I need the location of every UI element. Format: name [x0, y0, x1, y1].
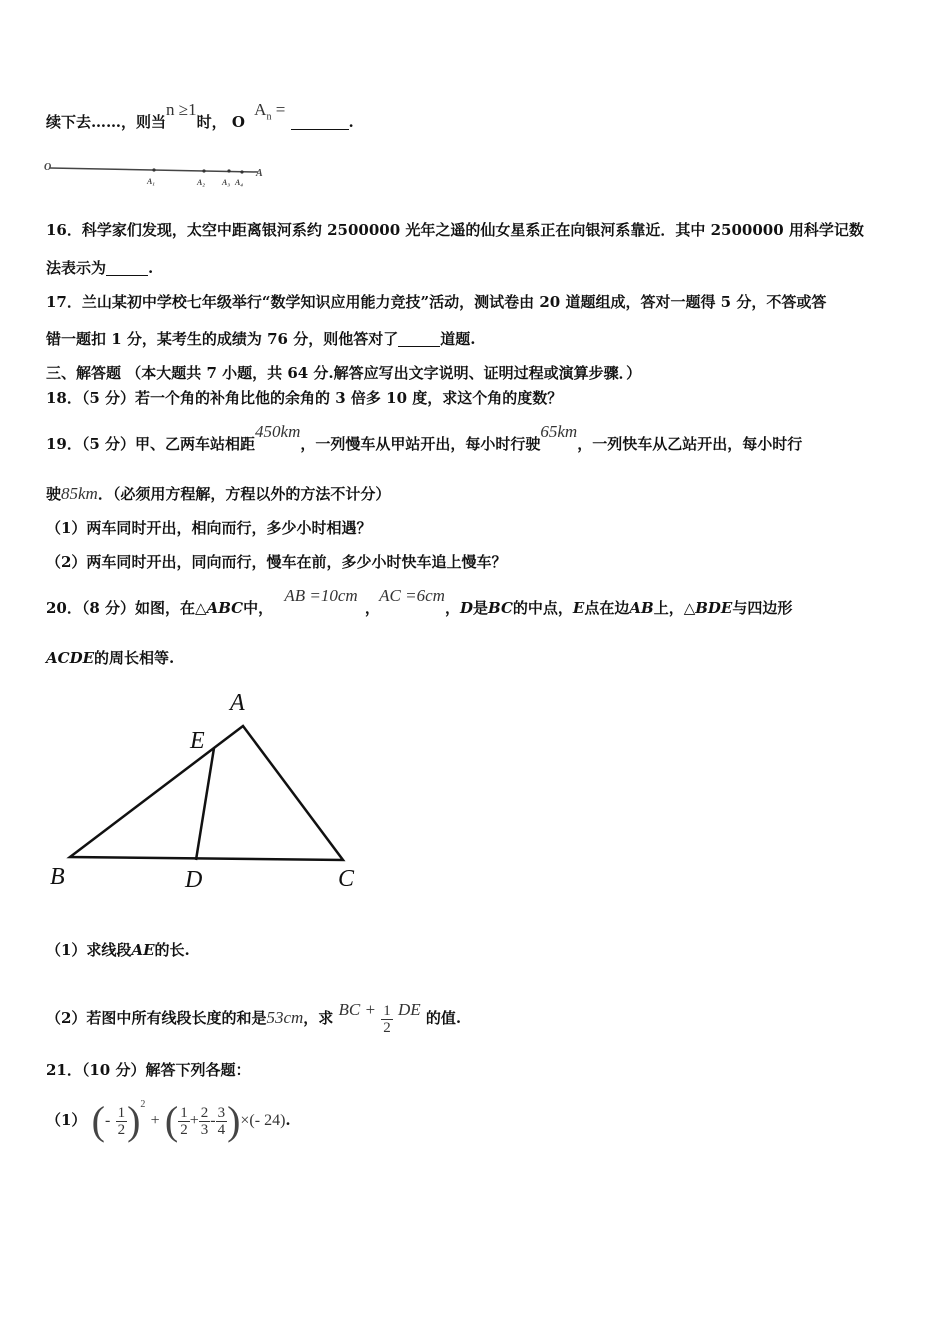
q20-text-9: 的周长相等. [94, 649, 175, 667]
q15-period: . [348, 113, 354, 131]
label-a4: A₄ [235, 178, 244, 187]
q20-half-denominator: 2 [383, 1019, 391, 1036]
q20-sub2-ask: ，求 [303, 1009, 334, 1027]
q15-an-sub: n [266, 111, 272, 123]
q21-rparen-1: ) [127, 1098, 141, 1143]
q21-f4-den: 4 [217, 1121, 226, 1138]
q15-an-letter: A [254, 100, 267, 119]
q15-lead-text: 续下去……，则当 [46, 113, 167, 131]
q16-line1: 16．科学家们发现，太空中距离银河系约 2500000 光年之遥的仙女星系正在向银河系靠近．其中 2500000 用科学记数 [46, 221, 864, 239]
q20-text-8: 与四边形 [732, 599, 793, 617]
q20-ae: AE [131, 941, 155, 959]
label-o: O [44, 162, 52, 173]
label-a: A [256, 168, 263, 179]
q15-condition: n ≥1 [166, 100, 197, 119]
segment-de [196, 748, 214, 860]
q20-de: DE [397, 1000, 421, 1019]
q21-title: 21．（10 分）解答下列各题： [46, 1061, 251, 1079]
q21-f3-num: 2 [200, 1104, 209, 1121]
q21-frac-1 [116, 1105, 128, 1138]
q15-answer-blank[interactable] [291, 113, 349, 130]
q20-sub2-text: （2）若图中所有线段长度的和是 [46, 1009, 267, 1027]
q21-f2-den: 2 [180, 1121, 188, 1138]
q20-total-length: 53cm [266, 1008, 304, 1027]
q21-frac-3 [199, 1105, 211, 1138]
q19-sub2: （2）两车同时开出，同向而行，慢车在前，多少小时快车追上慢车？ [46, 553, 507, 571]
q20-text-7: 上，△ [653, 599, 696, 617]
q21-f1-den: 2 [117, 1121, 126, 1138]
q19-line1 [46, 422, 803, 454]
q20-bc: BC [488, 599, 513, 617]
q20-half-numerator: 1 [383, 1002, 391, 1019]
q15-point-o: O [231, 113, 245, 131]
q19-distance: 450km [255, 422, 301, 441]
q21-rparen-2: ) [227, 1098, 241, 1143]
vertex-a-label: A [230, 690, 245, 716]
q17-line2-text: 错一题扣 1 分，某考生的成绩为 76 分，则他答对了 [46, 330, 399, 348]
q19-sub1: （1）两车同时开出，相向而行，多少小时相遇？ [46, 519, 372, 537]
q20-ab: AB [629, 599, 654, 617]
q15-mid-text: 时， [196, 113, 227, 131]
section-3-heading: 三、解答题 （本大题共 7 小题，共 64 分.解答应写出文字说明、证明过程或演算步骤．） [46, 364, 642, 382]
q21-lparen-2: ( [164, 1098, 179, 1143]
q21-times-neg24: ×(- 24) [240, 1112, 286, 1129]
q20-text-1: 20．（8 分）如图，在△ [46, 599, 207, 617]
q19-line2 [46, 484, 390, 504]
q19-fast-speed: 85km [61, 484, 98, 503]
q21-sub1-label: （1） [46, 1111, 87, 1129]
label-a2: A₂ [197, 178, 206, 187]
q20-acde: ACDE [46, 649, 95, 667]
q21-f1-num: 1 [117, 1104, 126, 1121]
q17-tail-text: 道题. [440, 330, 476, 348]
q17-answer-blank[interactable] [398, 330, 440, 347]
triangle-figure [40, 682, 380, 894]
q15-equals: = [275, 100, 286, 119]
q21-f4-num: 3 [217, 1104, 226, 1121]
q21-plus-2: + [189, 1112, 199, 1129]
vertex-b-label: B [50, 864, 65, 890]
q16-period: . [148, 259, 154, 277]
point-a1 [152, 168, 155, 171]
q20-ac-length: AC =6cm [379, 586, 445, 605]
vertex-e-label: E [190, 728, 205, 754]
point-a3 [227, 169, 230, 172]
q19-text-4: 驶 [46, 485, 62, 503]
q21-frac-2 [178, 1105, 190, 1138]
q17-line1: 17．兰山某初中学校七年级举行“数学知识应用能力竞技”活动，测试卷由 20 道题组成，答对一题得 5 分，不答或答 [46, 293, 827, 311]
q20-e: E [572, 599, 585, 617]
q21-f2-num: 1 [180, 1104, 188, 1121]
q20-line2 [46, 648, 174, 668]
q20-sub1 [46, 940, 190, 960]
q20-ab-length: AB =10cm [284, 586, 358, 605]
q20-bc-plus: BC + [338, 1000, 376, 1019]
q20-sub2-tail: 的值. [425, 1009, 462, 1027]
q20-text-4: 是 [472, 599, 488, 617]
q19-text-2: ，一列慢车从甲站开出，每小时行驶 [300, 435, 541, 453]
point-a4 [240, 170, 243, 173]
q15-tail-line [46, 100, 354, 139]
q21-f3-den: 3 [200, 1121, 209, 1138]
q16-line2 [46, 258, 153, 278]
q18-text: 18．（5 分）若一个角的补角比他的余角的 3 倍多 10 度，求这个角的度数？ [46, 389, 563, 407]
number-line-figure [44, 160, 274, 190]
q19-text-1: 19．（5 分）甲、乙两车站相距 [46, 435, 256, 453]
q21-minus: - [210, 1112, 216, 1129]
q20-sub1-tail: 的长. [154, 941, 190, 959]
q16-line2-text: 法表示为 [46, 259, 107, 277]
q20-text-3: ， [444, 599, 460, 617]
q21-frac-4 [216, 1105, 228, 1138]
q19-text-3: ，一列快车从乙站开出，每小时行 [577, 435, 803, 453]
vertex-c-label: C [338, 866, 355, 892]
q20-half-fraction [381, 1003, 393, 1036]
q17-line2 [46, 329, 475, 349]
q20-line1 [46, 586, 793, 618]
q21-negative: - [105, 1112, 111, 1129]
label-a1: A₁ [147, 177, 156, 186]
point-a2 [202, 169, 205, 172]
q20-sub1-text: （1）求线段 [46, 941, 132, 959]
q20-text-5: 的中点， [512, 599, 573, 617]
q21-sub1 [46, 1098, 291, 1145]
q16-answer-blank[interactable] [106, 259, 148, 276]
q19-text-5: ．（必须用方程解，方程以外的方法不计分） [97, 485, 391, 503]
q20-sub2 [46, 998, 461, 1038]
q21-lparen-1: ( [91, 1098, 105, 1143]
q21-exponent: 2 [140, 1099, 146, 1110]
label-a3: A₃ [222, 178, 231, 187]
q20-bde: BDE [695, 599, 733, 617]
q21-plus-1: + [150, 1112, 160, 1129]
q15-an [254, 100, 286, 123]
q20-text-6: 点在边 [584, 599, 630, 617]
q20-abc: ABC [206, 599, 244, 617]
q19-slow-speed: 65km [540, 422, 578, 441]
q20-comma: ， [364, 599, 380, 617]
vertex-d-label: D [185, 867, 203, 893]
q20-d: D [459, 599, 473, 617]
q21-period: . [285, 1111, 291, 1129]
q20-text-2: 中， [243, 599, 274, 617]
